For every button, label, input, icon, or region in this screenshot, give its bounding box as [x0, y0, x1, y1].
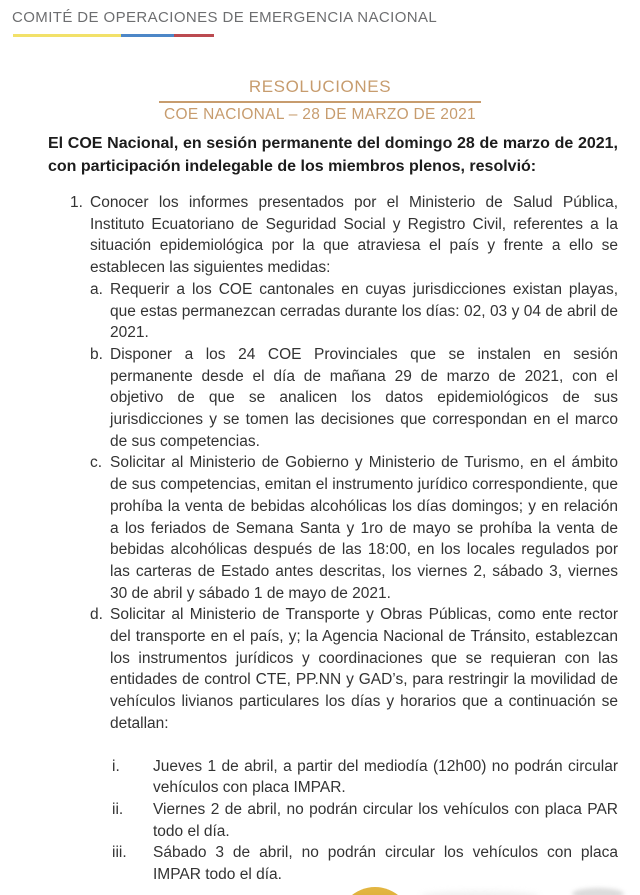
org-title: COMITÉ DE OPERACIONES DE EMERGENCIA NACIONAL [12, 9, 438, 26]
resolution-item-1-marker: 1. [70, 194, 83, 211]
org-header [0, 0, 640, 37]
sub-item-b [90, 344, 618, 453]
sub-item-a-text: Requerir a los COE cantonales en cuyas jurisdicciones existan playas, que estas permanezcan cerradas durante los días: 02, 03 y 04 de abril de 2021. [110, 280, 618, 342]
sub-item-b-text: Disponer a los 24 COE Provinciales que se instalen en sesión permanente desde el día de mañana 29 de marzo de 2021, con el objetivo de que se analicen los datos epidemiológicos de sus jurisdicciones y se tomen las decisiones que correspondan en el marco de sus competencias. [110, 345, 618, 450]
sub-item-b-marker: b. [90, 345, 103, 363]
vehicle-schedule-list [110, 756, 618, 886]
sub-item-a [90, 279, 618, 344]
flag-blue-segment [121, 34, 174, 37]
doc-subtitle: COE NACIONAL – 28 DE MARZO DE 2021 [164, 106, 476, 123]
gray-logo-fragment-icon [572, 888, 624, 895]
resolution-item-1-content [90, 192, 618, 886]
resolution-list [70, 192, 618, 886]
sub-item-d-marker: d. [90, 606, 103, 624]
sub-item-c-text: Solicitar al Ministerio de Gobierno y Ministerio de Turismo, en el ámbito de sus competencias, emitan el instrumento jurídico correspondiente, que prohíba la venta de bebidas alcohólicas los días domingos; y en relación a los feriados de Semana Santa y 1ro de mayo se prohíba la venta de bebidas alcohólicas después de las 18:00, en los locales regulados por las carteras de Estado antes descritas, los viernes 2, sábado 3, viernes 30 de abril y sábado 1 de mayo de 2021. [110, 454, 618, 602]
title-underline [159, 101, 481, 103]
schedule-item-i [110, 756, 618, 799]
schedule-item-iii-marker: iii. [112, 844, 127, 862]
schedule-item-ii [110, 799, 618, 842]
schedule-item-iii-text: Sábado 3 de abril, no podrán circular los vehículos con placa IMPAR todo el día. [153, 844, 618, 884]
sub-item-d [90, 604, 618, 885]
sub-item-c [90, 452, 618, 604]
doc-title: RESOLUCIONES [248, 77, 392, 96]
schedule-item-i-text: Jueves 1 de abril, a partir del mediodía (12h00) no podrán circular vehículos con placa IMPAR. [153, 757, 618, 797]
flag-red-segment [174, 34, 214, 37]
schedule-item-ii-text: Viernes 2 de abril, no podrán circular los vehículos con placa PAR todo el día. [153, 800, 618, 840]
sub-item-c-marker: c. [90, 454, 103, 472]
gold-emblem-icon [338, 887, 412, 895]
resolution-item-1 [70, 192, 618, 886]
sub-item-d-text: Solicitar al Ministerio de Transporte y Obras Públicas, como ente rector del transporte en el país, y; la Agencia Nacional de Tránsito, establezcan los instrumentos jurídicos y coordinaciones que se requieran con las entidades de control CTE, PP.NN y GAD’s, para restringir la movilidad de vehículos livianos particulares los días y horarios que a continuación se detallan: [110, 606, 618, 732]
sub-item-a-marker: a. [90, 280, 103, 298]
flag-yellow-segment [13, 34, 121, 37]
sub-item-d-content [110, 604, 618, 885]
faint-logo-fragment-icon [420, 891, 540, 895]
resolution-item-1-text: Conocer los informes presentados por el Ministerio de Salud Pública, Instituto Ecuatoriano de Seguridad Social y Registro Civil, referentes a la situación epidemiológica por la que atraviesa el país y frente a ello se establecen las siguientes medidas: [90, 194, 618, 277]
schedule-item-i-marker: i. [112, 757, 120, 775]
schedule-item-ii-marker: ii. [112, 800, 124, 818]
ecuador-flag-rule [13, 34, 214, 37]
intro-paragraph: El COE Nacional, en sesión permanente del domingo 28 de marzo de 2021, con participación indelegable de los miembros plenos, resolvió: [48, 135, 618, 175]
schedule-item-iii [110, 842, 618, 885]
doc-heading [0, 77, 640, 124]
